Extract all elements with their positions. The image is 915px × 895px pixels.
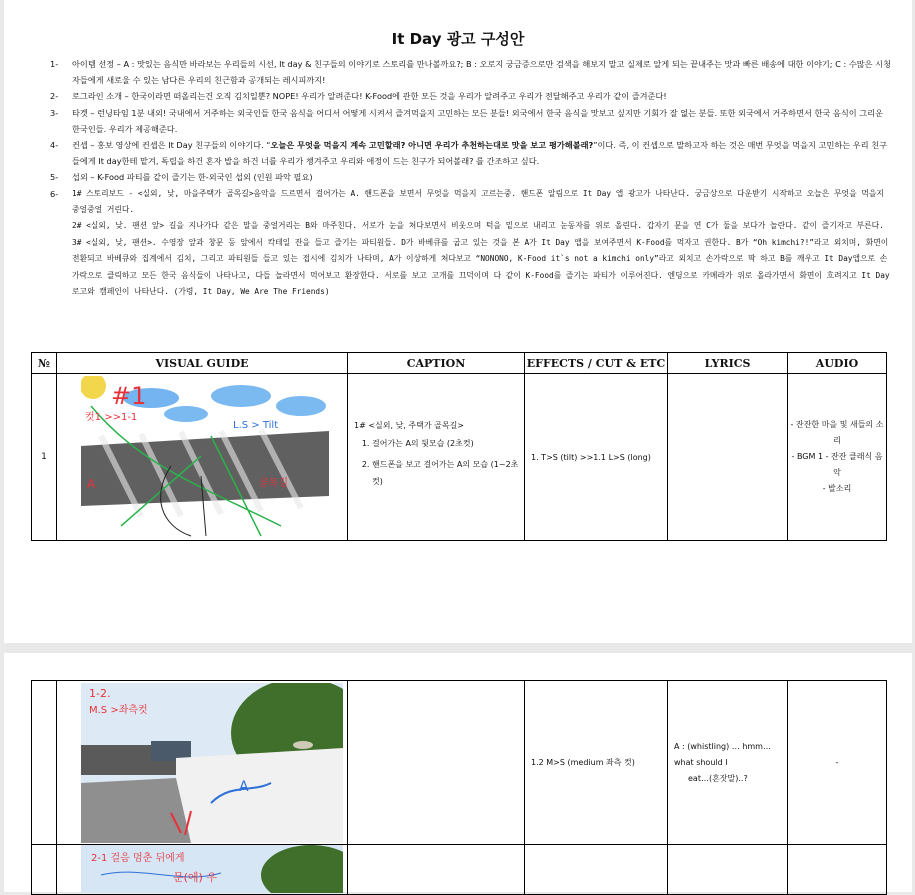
table-header-row: [32, 353, 887, 374]
plan-item-logline: 2- 로그라인 소개 – 한국이라면 떠올리는건 오직 김치일뿐? NOPE! 우리가 알려준다! K-Food에 관한 모든 것을 우리가 알려주고 우리가 전달해주고 우리가 같이 즐겨준다!: [50, 91, 667, 102]
visual-guide-cell: [57, 374, 348, 541]
col-header-caption: CAPTION: [348, 353, 525, 374]
caption-heading: 1# <실외, 낮, 주택가 골목길>: [354, 421, 465, 430]
plan-item-casting: 5- 섭외 – K-Food 파티를 같이 즐기는 한-외국인 섭외 (인원 파악 필요): [50, 172, 313, 183]
col-header-effects: EFFECTS / CUT & ETC: [525, 353, 668, 374]
plan-item-storyboard: 6- 1# 스토리보드 - <실외, 낮, 마을주택가 골목길>음악을 드르면서 걸어가는 A. 핸드폰을 보면서 무엇을 먹을지 고르는중. 핸드폰 알림으로 It Day 앱 광고가 나타난다. 궁금상으로 다운받기 시작하고 오늘은 무엇을 먹을지 중얼중얼 거린다. 2# <실외, 낮. 팬션 앞> 길을 지나가다 같은 말을 중얼거리는 B와 마주친다. 서로가 눈을 쳐다보면서 비웃으며 턱을 밑으로 내리고 눈동자를 위로 올린다. 갑자기 문을 연 C가 둘을 보다가 놀란다. 같이 즐기자고 부른다. 3# <실외, 낮, 팬션>. 수영장 앞과 창문 등 앞에서 칵테일 잔을 들고 즐기는 파티원들. D가 바베큐를 굽고 있는 것을 본 A가 It Day 앱을 보여주면서 K-Food를 먹자고 권한다. B가 “Oh kimchi?!”라고 외치며, 화면이 전환되고 바베큐와 집계에서 김치, 그리고 파티원들 들고 있는 접시에 김치가 나타며, A가 이상하게 쳐다보고 “NONONO, K-Food it`s not a kimchi only”라고 외치고 손가락으로 딱 하고 B를 깨우고 It Day앱으로 손가락으로 클릭하고 모든 한국 음식들이 나타나고, 다들 놀라면서 먹어보고 환장한다. 서로를 보고 고개를 끄덕이며 다 같이 K-Food를 즐기는 파티가 이루어진다. 엔딩으로 카메라가 위로 올라가면서 화면이 흐려지고 It Day 로고와 캠페인이 나타난다. (가령, It Day, We Are The Friends): [50, 186, 892, 301]
plan-list: [50, 56, 892, 300]
document-page-1: [4, 0, 912, 643]
col-header-visual-guide: VISUAL GUIDE: [57, 353, 348, 374]
col-header-audio: AUDIO: [788, 353, 887, 374]
effects-cell: [525, 845, 668, 895]
audio-cell: [788, 845, 887, 895]
row-number: [32, 681, 57, 845]
sketch-label-ls: L.S > Tilt: [233, 419, 279, 431]
visual-guide-cell: [57, 681, 348, 845]
sketch-label-a: A: [239, 778, 249, 795]
sketch-label-big: #1: [111, 381, 147, 410]
caption-list: [354, 435, 524, 490]
sketch-shot-2-1: [81, 845, 343, 893]
audio-item: - 발소리: [822, 484, 852, 493]
concept-highlight: 오늘은 무엇을 먹을지 계속 고민할래? 아니면 우리가 추천하는대로 맛을 보고 평가해볼래?: [270, 140, 594, 151]
plan-item-target: 3- 타겟 – 런닝타임 1분 내외! 국내에서 거주하는 외국인들 한국 음식을 어디서 어떻게 시켜서 즐겨먹을지 고민하는 모든 분들! 외국에서 한국 음식을 맛보고 싶지만 기회가 잘 없는 분들. 또한 외국에서 거주하면서 한국 음식이 그리운 한국인들. 우리가 제공해준다.: [50, 107, 883, 134]
lyrics-cell: [668, 374, 788, 541]
lyrics-line: what should I: [674, 757, 728, 767]
lyrics-line: eat…(혼잣말)..?: [688, 773, 748, 783]
sketch-label-lane: 골목길: [259, 477, 288, 489]
audio-cell: -: [788, 681, 887, 845]
table-row: [32, 374, 887, 541]
col-header-lyrics: LYRICS: [668, 353, 788, 374]
storyboard-scene-2: 2# <실외, 낮. 팬션 앞> 길을 지나가다 같은 말을 중얼거리는 B와 마주친다. 서로가 눈을 쳐다보면서 비웃으며 턱을 밑으로 내리고 눈동자를 위로 올린다. 갑자기 문을 연 C가 둘을 보다가 놀란다. 같이 즐기자고 부른다.: [72, 221, 884, 231]
storyboard-scene-1: 1# 스토리보드 - <실외, 낮, 마을주택가 골목길>음악을 드르면서 걸어가는 A. 핸드폰을 보면서 무엇을 먹을지 고르는중. 핸드폰 알림으로 It Day 앱 광고가 나타난다. 궁금상으로 다운받기 시작하고 오늘은 무엇을 먹을지 중얼중얼 거린다.: [72, 188, 884, 215]
table-row: [32, 845, 887, 895]
caption-cell: [348, 845, 525, 895]
lyrics-line: A : (whistling) … hmm…: [674, 741, 771, 751]
sketch-shot-1-2: [81, 683, 343, 843]
visual-guide-cell: [57, 845, 348, 895]
storyboard-scene-3: 3# <실외, 낮, 팬션>. 수영장 앞과 창문 등 앞에서 칵테일 잔을 들고 즐기는 파티원들. D가 바베큐를 굽고 있는 것을 본 A가 It Day 앱을 보여주면서 K-Food를 먹자고 권한다. B가 “Oh kimchi?!”라고 외치며, 화면이 전환되고 바베큐와 집계에서 김치, 그리고 파티원들 들고 있는 접시에 김치가 나타며, A가 이상하게 쳐다보고 “NONONO, K-Food it`s not a kimchi only”라고 외치고 손가락으로 딱 하고 B를 깨우고 It Day앱으로 손가락으로 클릭하고 모든 한국 음식들이 나타나고, 다들 놀라면서 먹어보고 환장한다. 서로를 보고 고개를 끄덕이며 다 같이 K-Food를 즐기는 파티가 이루어진다. 엔딩으로 카메라가 위로 올라가면서 화면이 흐려지고 It Day 로고와 캠페인이 나타난다. (가령, It Day, We Are The Friends): [72, 237, 890, 297]
effects-cell: 1.2 M>S (medium 좌측 컷): [525, 681, 668, 845]
caption-cell: [348, 681, 525, 845]
caption-cell: [348, 374, 525, 541]
caption-item: 1. 걸어가는 A의 뒷모습 (2초컷): [372, 435, 524, 452]
sketch-label-sub: 문(에) 우: [173, 871, 217, 884]
document-page-2: [4, 653, 912, 892]
sketch-label-shot: 1-2.: [89, 686, 111, 700]
sketch-label-ms: M.S >좌측컷: [89, 704, 148, 716]
lyrics-cell: [668, 845, 788, 895]
audio-item: - 잔잔한 마을 및 새들의 소리: [790, 420, 884, 445]
col-header-number: №: [32, 353, 57, 374]
row-number: [32, 845, 57, 895]
audio-cell: [788, 374, 887, 541]
storyboard-table-continued: [31, 680, 887, 895]
caption-item: 2. 핸드폰을 보고 걸어가는 A의 모습 (1~2초컷): [372, 456, 524, 490]
row-number: 1: [32, 374, 57, 541]
audio-list: [788, 417, 886, 497]
effects-cell: 1. T>S (tilt) >>1.1 L>S (long): [525, 374, 668, 541]
sketch-label-shot: 컷1 >>1-1: [85, 411, 138, 423]
sketch-shot-1: [81, 376, 329, 539]
storyboard-table: [31, 352, 887, 541]
plan-item-selection: 1- 아이템 선정 – A : 맛있는 음식만 바라보는 우리들의 시선, It day & 친구들의 이야기로 스토리를 만나볼까요?; B : 오로지 궁금증으로만 검색을 해보지 말고 실제로 알게 되는 끝내주는 맛과 빠른 배송에 대한 이야기; C : 수많은 시청자들에게 새로울 수 있는 남다른 우리의 친근함과 공개되는 레시피까지!: [50, 59, 891, 86]
sketch-label-a: A: [87, 476, 96, 491]
sketch-label-shot: 2-1 걸음 멈춘 뒤에게: [91, 853, 185, 864]
document-title: It Day 광고 구성안: [391, 30, 525, 48]
lyrics-cell: [668, 681, 788, 845]
plan-item-concept: 4- 컨셉 – 홍보 영상에 컨셉은 It Day 친구들의 이야기다. “오늘은 무엇을 먹을지 계속 고민할래? 아니면 우리가 추천하는대로 맛을 보고 평가해볼래?”이다. 즉, 이 컨셉으로 말하고자 하는 것은 매번 무엇을 먹을지 고민하는 우리 친구들에게 It day한테 맡겨, 독립을 하건 혼자 밥을 하건 너를 우리가 챙겨주고 우리와 애정이 드는 친구가 되어볼래? 를 간조하고 싶다.: [50, 140, 888, 167]
audio-item: - BGM 1 - 잔잔 클래식 음악: [791, 452, 883, 477]
table-row: [32, 681, 887, 845]
